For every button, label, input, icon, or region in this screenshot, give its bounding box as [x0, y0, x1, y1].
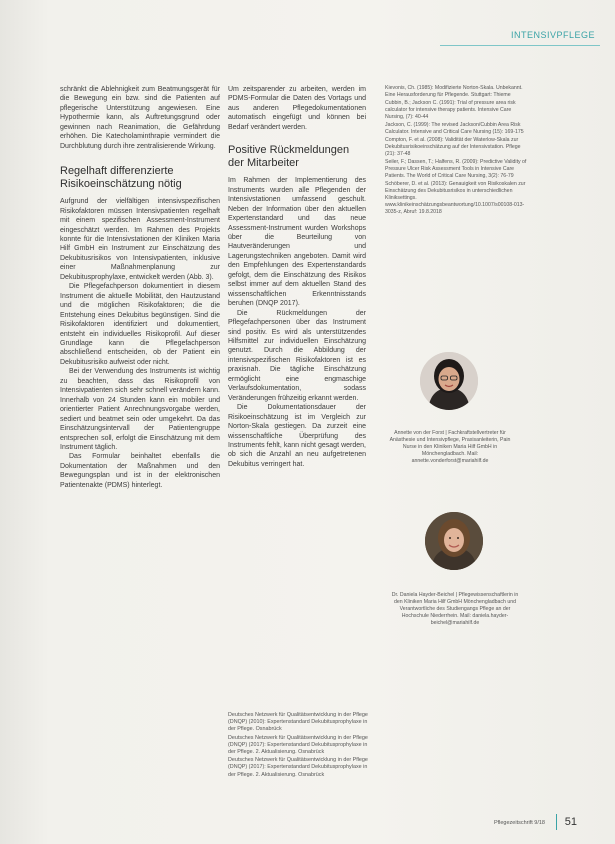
reference-item: Cubbin, B.; Jackson C. (1991): Trial of pressure area risk calculator for intensive therapy patients. Intensive Care Nursing, (7): 40-44 [385, 100, 516, 120]
reference-item: Deutsches Netzwerk für Qualitätsentwicklung in der Pflege (DNQP) (2017): Expertenstandard Dekubitusprophylaxe in der Pflege. 2. Aktualisierung. Osnabrück [228, 734, 368, 756]
reference-item: Compton, F. et al. (2008): Validität der Waterlow-Skala zur Dekubitusrisikoeinschätzung auf der Intensivstation. Pflege (21): 37-48 [385, 137, 521, 157]
reference-item: Deutsches Netzwerk für Qualitätsentwicklung in der Pflege (DNQP) (2010): Expertenstandard Dekubitusprophylaxe in der Pflege. Osnabrück [228, 712, 368, 733]
reference-item: Kievonis, Ch. (1985): Modifizierte Norton-Skala. Unbekannt. Eine Herausforderung für Pflegende. Stuttgart: Thieme [385, 85, 523, 98]
section-heading: Regelhaft differenzierte Risikoeinschätzung nötig [60, 165, 182, 191]
section-heading: Positive Rückmeldungen der Mitarbeiter [228, 144, 350, 170]
footer-divider [556, 814, 557, 830]
section-label: INTENSIVPFLEGE [510, 30, 595, 40]
author-caption: Annette von der Forst | Fachkraftstellvertreter für Anästhesie und Intensivpflege, Praxisanleiterin, Pain Nurse in den Kliniken Maria Hilf GmbH in Mönchengladbach. Mail: annette.vonderforst@mariahilf.de [389, 430, 511, 464]
reference-item: Seiler, F.; Dassen, T.; Halfens, R. (2009): Predictive Validity of Pressure Ulcer Risk Assessment Tools in Intensive Care Patients. The World of Critical Care Nursing, 3(2): 76-79 [385, 159, 527, 179]
paragraph: Das Formular beinhaltet ebenfalls die Dokumentation der Maßnahmen und den Bewegungsplan und ist in der elektronischen Patientenakte (PDMS) hinterlegt. [60, 453, 220, 489]
paragraph: Die Dokumentationsdauer der Risikoeinschätzung ist im Vergleich zur Norton-Skala gestiegen. Da zurzeit eine wissenschaftliche Überprüfung des Instruments fehlt, kann nicht gesagt werden, ob sich die Anzahl an neu aufgetretenen Dekubitus verringert hat. [228, 404, 366, 468]
column-2 [228, 85, 366, 469]
footer-source: Pflegezeitschrift 9/18 [493, 820, 545, 826]
paragraph: Im Rahmen der Implementierung des Instruments wurden alle Pflegenden der Intensivstationen umfassend geschult. Neben der Information über den aktuellen Expertenstandard und das neue Assessment-Instrument wurden Workshops über die Beurteilung von Hautveränderungen und Lagerungstechniken angeboten. Damit wird den Empfehlungen des Expertenstandards gefolgt, dem die Einschätzung des Risikos selbst immer auf dem aktuellen Stand des wissenschaftlichen Erkenntnisstands beruhen (DNQP 2017). [228, 177, 366, 308]
reference-item: Jackson, C. (1999): The revised Jackson/Cubbin Area Risk Calculator. Intensive and Critical Care Nursing (15): 169-175 [385, 122, 524, 135]
paragraph: Aufgrund der vielfältigen intensivspezifischen Risikofaktoren müssen Intensivpatienten regelhaft mit einem spezifischen Assessment-Instrument eingeschätzt werden. Im Rahmen des Projekts konnte für die Intensivstationen der Kliniken Maria Hilf GmbH ein Instrument zur Einschätzung des Dekubitusrisikos von Intensivpatienten, inklusive einer Maßnahmenplanung zur Dekubitusprophylaxe, entwickelt werden (Abb. 3). [60, 198, 220, 281]
paragraph: schränkt die Ablehnigkeit zum Beatmungsgerät für die Bewegung ein bzw. sind die Patienten auf pflegerische Unterstützung angewiesen. Eine Hypothermie kann, als Auftretungsgrund oder gewinnen nach Reanimation, die Gefährdung erhöhen. Die Katecholaminthrapie vermindert die Durchblutung durch ihre zentralisierende Wirkung. [60, 86, 220, 150]
column-1 [60, 85, 220, 490]
paragraph: Um zeitsparender zu arbeiten, werden im PDMS-Formular die Daten des Vortags und aus anderen Pflegedokumentationen automatisch eingefügt und können bei Bedarf verändert werden. [228, 86, 366, 131]
reference-list [385, 85, 530, 217]
reference-item: Deutsches Netzwerk für Qualitätsentwicklung in der Pflege (DNQP) (2017): Expertenstandard Dekubitusprophylaxe in der Pflege. 2. Aktualisierung. Osnabrück [228, 757, 368, 778]
reference-item: Schöberer, D. et al. (2013): Genauigkeit von Risikoskalen zur Einschätzung des Dekubitusrisikos in unterschiedlichen Kliniksettings. www.klinikeinschätzungsbeantwortung/10.1007/s00108-013-3035-z, Abruf: 19.8.2018 [385, 181, 526, 215]
paragraph: Die Pflegefachperson dokumentiert in diesem Instrument die aktuelle Mobilität, den Hautzustand und die möglichen Risikofaktoren; die die Entstehung eines Dekubitus begünstigen. Sind die Risikofaktoren identifiziert und dokumentiert, entsteht ein individuelles Risikoprofil. Auf dieser Grundlage kann die Pflegefachperson abschließend entscheiden, ob der Patient ein Dekubitusrisiko aufweist oder nicht. [60, 283, 220, 366]
header-rule [440, 45, 600, 46]
author-caption: Dr. Daniela Hayder-Beichel | Pflegewissenschaftlerin in den Kliniken Maria Hilf GmbH Mönchengladbach und Verantwortliche des Studiengangs Pflege an der Hochschule Niederrhein. Mail: daniela.hayder-beichel@mariahilf.de [391, 592, 519, 626]
reference-list-bottom [228, 712, 370, 780]
page-number: 51 [564, 816, 577, 828]
paragraph: Bei der Verwendung des Instruments ist wichtig zu beachten, dass das Risikoprofil von Intensivpatienten sich sehr schnell verändern kann. Innerhalb von 24 Stunden kann ein mobiler und orientierter Patient Anrechnungsvorgabe werden, sediert und beatmet sein oder umgekehrt. Da das Einschätzungsintervall der Patientengruppe entsprechen soll, erfolgt die Einschätzung mit dem Instrument täglich. [60, 368, 220, 451]
page-footer [0, 810, 615, 828]
author-portrait-icon [420, 352, 478, 410]
author-portrait-icon [425, 512, 483, 570]
paragraph: Die Rückmeldungen der Pflegefachpersonen über das Instrument sind positiv. Es wird als unterstützendes Hilfsmittel zur individuellen Einschätzung genutzt. Durch die Abbildung der intensivspezifischen Risikofaktoren ist es praxisnah. Die tägliche Einschätzung ermöglicht eine engmaschige Verlaufsdokumentation, sodass Veränderungen frühzeitig erkannt werden. [228, 309, 366, 402]
